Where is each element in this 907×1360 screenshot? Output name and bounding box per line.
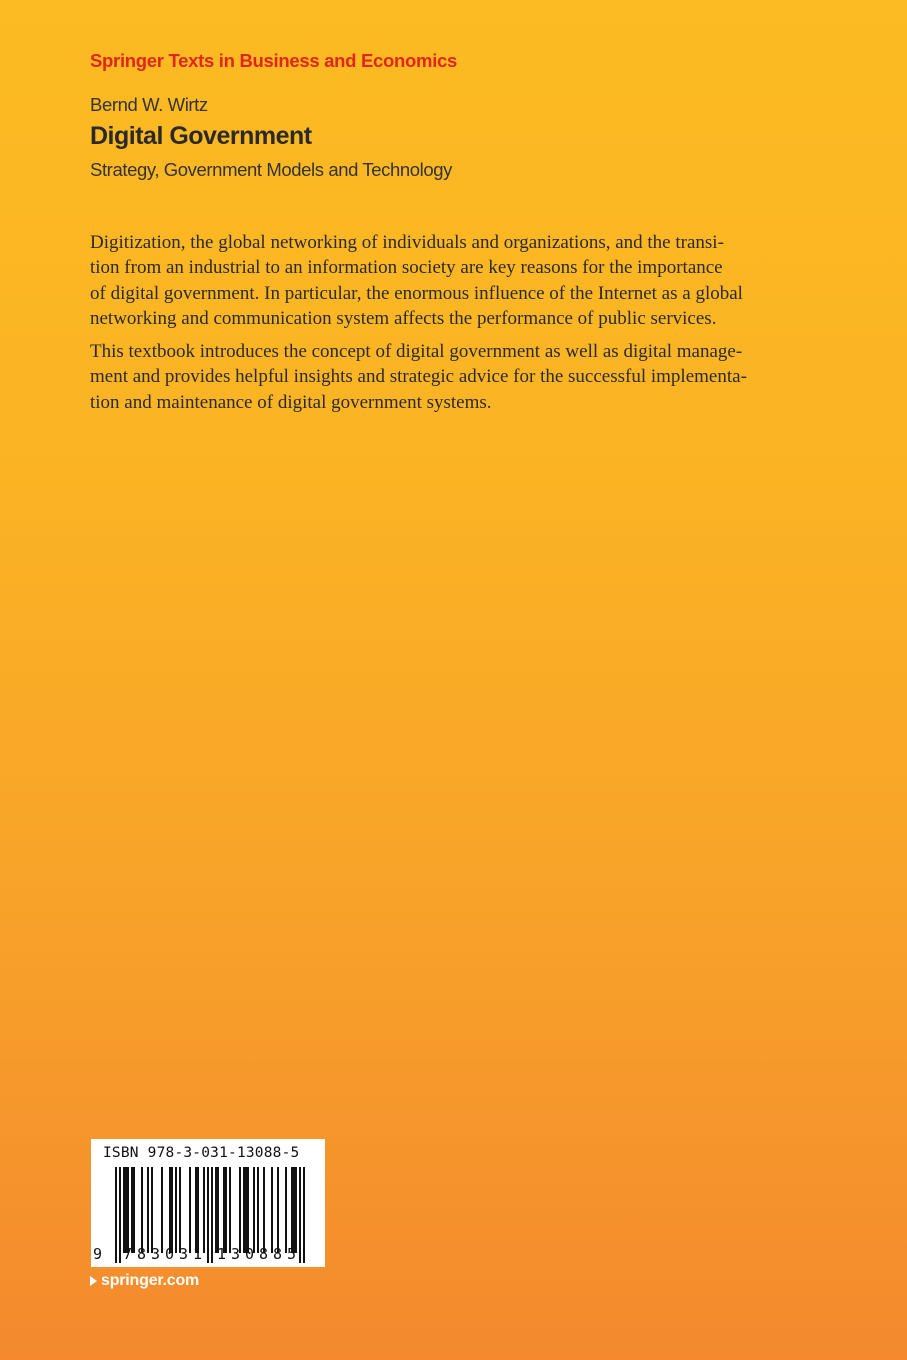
series-name: Springer Texts in Business and Economics: [90, 50, 458, 71]
barcode-digit: 0: [165, 1245, 175, 1263]
barcode-digit: 1: [217, 1245, 227, 1263]
description-paragraph-2: [90, 339, 800, 415]
barcode-digit: 3: [151, 1245, 161, 1263]
isbn-barcode: [91, 1139, 325, 1267]
website-label: springer.com: [101, 1272, 200, 1289]
barcode-digit: 1: [193, 1245, 203, 1263]
barcode-digit: 7: [123, 1245, 133, 1263]
barcode-digit: 3: [179, 1245, 189, 1263]
arrow-right-icon: [90, 1276, 97, 1286]
description-line: Digitization, the global networking of individuals and organizations, and the transi-: [90, 232, 724, 253]
description-line: tion from an industrial to an information society are key reasons for the importance: [90, 257, 723, 279]
isbn-number: ISBN 978-3-031-13088-5: [103, 1145, 300, 1161]
book-description: [90, 230, 800, 423]
description-line: of digital government. In particular, the enormous influence of the Internet as a global: [90, 282, 743, 304]
barcode-digit: 8: [273, 1245, 283, 1263]
barcode-digit: 8: [259, 1245, 269, 1263]
author-name: Bernd W. Wirtz: [90, 94, 208, 115]
description-paragraph-1: [90, 230, 800, 331]
barcode-digit: 8: [137, 1245, 147, 1263]
barcode-digit: 9: [93, 1245, 103, 1263]
description-line: networking and communication system affects the performance of public services.: [90, 307, 717, 329]
barcode-digit: 3: [231, 1245, 241, 1263]
description-line: This textbook introduces the concept of digital government as well as digital manage-: [90, 341, 743, 363]
description-line: tion and maintenance of digital government systems.: [90, 391, 492, 413]
springer-website-link[interactable]: [90, 1272, 199, 1290]
barcode-digits: [91, 1139, 325, 1267]
book-subtitle: Strategy, Government Models and Technology: [90, 159, 452, 180]
barcode-digit: 0: [245, 1245, 255, 1263]
description-line: ment and provides helpful insights and strategic advice for the successful implementa-: [90, 366, 747, 388]
barcode-digit: 5: [287, 1245, 297, 1263]
book-title: Digital Government: [90, 122, 312, 150]
